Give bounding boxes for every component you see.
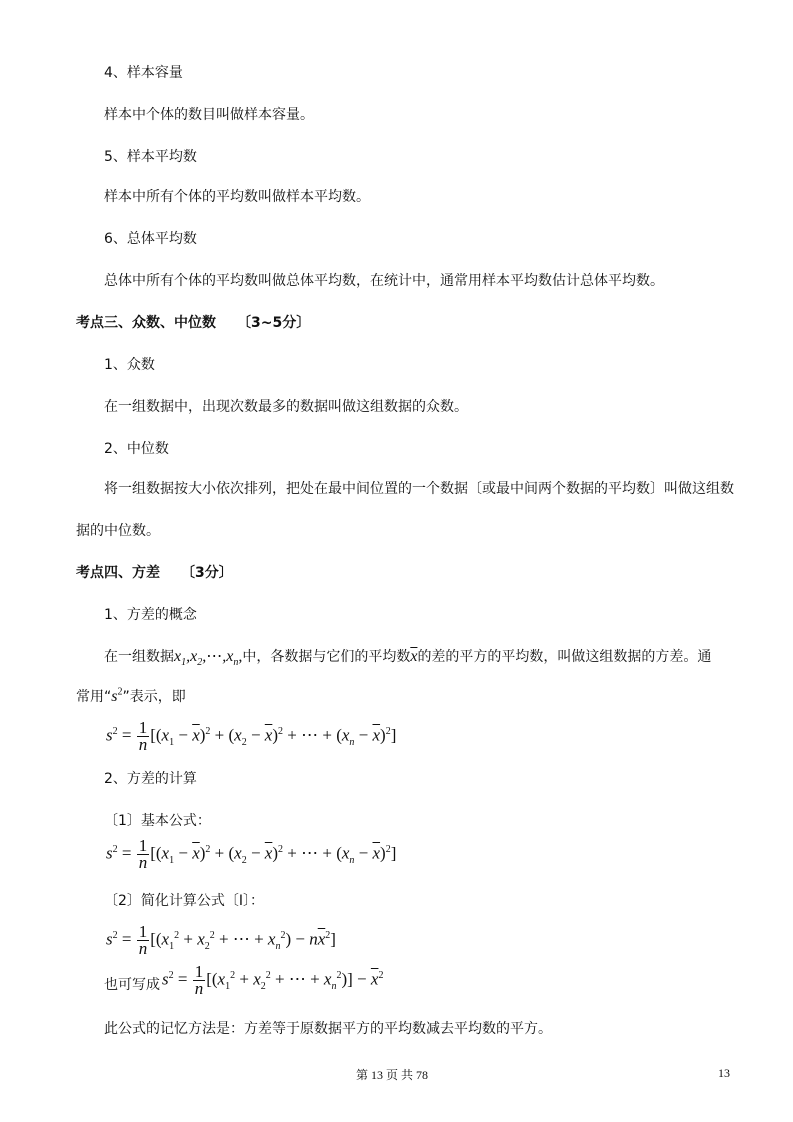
para-variance-line2 [76, 688, 186, 706]
heading-variance-concept: 1、方差的概念 [104, 607, 197, 623]
section-heading-mode-median: 考点三、众数、中位数 〔3~5分〕 [76, 315, 311, 331]
heading-median: 2、中位数 [104, 441, 169, 457]
para-alternate-form [104, 976, 160, 994]
label-basic-formula: 〔1〕基本公式： [104, 813, 211, 829]
para-median-line2: 据的中位数。 [76, 523, 160, 539]
section-heading-variance: 考点四、方差 〔3分〕 [76, 565, 233, 581]
para-sample-mean: 样本中所有个体的平均数叫做样本平均数。 [104, 189, 370, 205]
label-simplified-formula: 〔2〕简化计算公式〔Ⅰ〕： [104, 893, 265, 909]
text-segment: 中，各数据与它们的平均数 [242, 649, 411, 665]
math-s-squared: $s^2$ [111, 686, 123, 705]
para-sample-size: 样本中个体的数目叫做样本容量。 [104, 107, 314, 123]
text-segment: 常用“ [76, 689, 112, 705]
text-segment: 在一组数据 [104, 649, 174, 665]
para-memory-method: 此公式的记忆方法是：方差等于原数据平方的平均数减去平均数的平方。 [104, 1021, 552, 1037]
text-segment: ”表示，即 [122, 689, 186, 705]
para-median-line1: 将一组数据按大小依次排列，把处在最中间位置的一个数据〔或最中间两个数据的平均数〕叫做这组数 [104, 481, 734, 497]
para-variance-line1 [104, 648, 712, 669]
footer-page-info: 第 13 页 共 78 [356, 1068, 429, 1082]
text-segment: 也可写成 [104, 977, 160, 993]
heading-sample-size: 4、样本容量 [104, 65, 183, 81]
formula-variance-definition: $s^2$ = $\frac{1}{n}$ [$(x_1 - \overline{x})^2 + (x_2 - \overline{x})^2$ + ⋯ + $(x_n - \overline{x})^2$] [106, 718, 397, 754]
footer-page-number: 13 [718, 1066, 730, 1080]
math-data-list: $x_1,x_2,\cdots,x_n$, [174, 648, 243, 669]
heading-population-mean: 6、总体平均数 [104, 231, 197, 247]
heading-sample-mean: 5、样本平均数 [104, 149, 197, 165]
heading-variance-calculation: 2、方差的计算 [104, 771, 197, 787]
formula-alternate: $s^2$ = $\frac{1}{n}$ [($x_1^2 + x_2^2$ + ⋯ + $x_n^2)] - \overline{x}^2$ [162, 962, 384, 998]
formula-basic: $s^2$ = $\frac{1}{n}$ [$(x_1 - \overline{x})^2 + (x_2 - \overline{x})^2$ + ⋯ + $(x_n - \overline{x})^2$] [106, 836, 397, 872]
heading-mode: 1、众数 [104, 357, 155, 373]
formula-simplified: $s^2$ = $\frac{1}{n}$ [($x_1^2 + x_2^2$ + ⋯ + $x_n^2) - n\overline{x}^2$] [106, 922, 336, 958]
text-segment: 的差的平方的平均数，叫做这组数据的方差。通 [417, 649, 712, 665]
para-mode: 在一组数据中，出现次数最多的数据叫做这组数据的众数。 [104, 399, 468, 415]
para-population-mean: 总体中所有个体的平均数叫做总体平均数，在统计中，通常用样本平均数估计总体平均数。 [104, 273, 664, 289]
math-x-bar: $\overline{x}$ [410, 648, 418, 665]
